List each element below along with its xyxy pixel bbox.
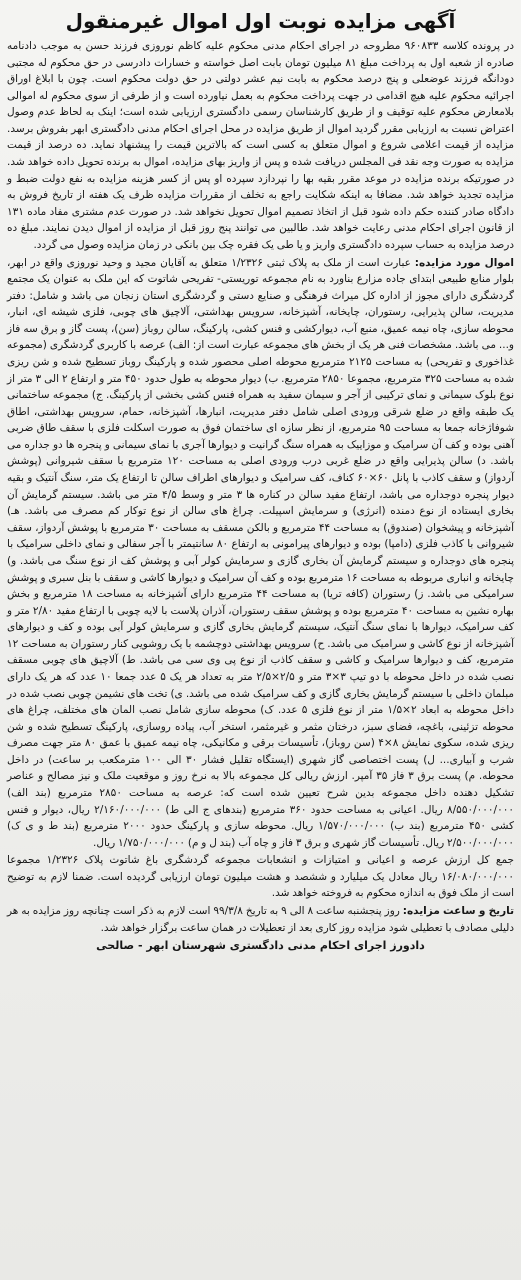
signature-line: دادورز اجرای احکام مدنی دادگستری شهرستان ابهر - صالحی bbox=[96, 939, 425, 953]
intro-paragraph: در پرونده کلاسه ۹۶۰۸۳۳ مطروحه در اجرای احکام مدنی محکوم علیه کاظم نوروزی فرزند حسن به موجب دادنامه صادره از شعبه اول به پرداخت مبلغ ۸۱ میلیون تومان بابت اصل خواسته و خسارات دادرسی در حق محکوم له مجتبی دودانگه فرزند عوضعلی و پنج درصد محکوم به بابت نیم عشر دولتی در حق دولت محکوم است. چون با ابلاغ اوراق اجرائیه محکوم علیه هیچ اقدامی در جهت پرداخت محکوم به بعمل نیاورده است و از طرفی از سوی محکوم له اموالی بلامعارض محکوم علیه توقیف و از طریق کارشناسان رسمی دادگستری ارزیابی شده است؛ اینک به لحاظ عدم وصول اعتراض نسبت به ارزیابی مقرر گردید اموال از طریق مزایده در محل اجرای احکام مدنی دادگستری ابهر بفروش برسد. مزایده از قیمت اعلامی شروع و اموال متعلق به کسی است که بالاترین قیمت را پیشنهاد نماید. ده درصد از قیمت مزایده به صورت وجه نقد فی المجلس دریافت شده و پس از واریز بهای مزایده، اموال به برنده تحویل داده خواهد شد. در صورتیکه برنده مزایده در موعد مقرر بقیه بها را نپردازد سپرده او پس از کسر هزینه مزایده به نفع دولت ضبط و مزایده تجدید خواهد شد. مضافا به اینکه شکایت راجع به تخلف از مقررات مزایده ظرف یک هفته از تاریخ فروش به دادگاه صادر کننده حکم داده شود قبل از اتخاذ تصمیم اموال تحویل نخواهد شد. در صورت عدم مشتری مفاد ماده ۱۳۱ از قانون اجرای احکام مدنی رعایت خواهد شد. طالبین می توانند پنج روز قبل از مزایده از اموال دیدن نمایند. مبلغ ده درصد مزایده به حساب سپرده دادگستری واریز و یا طی یک فقره چک بین بانکی در زمان مزایده وصول می گردد. bbox=[7, 40, 515, 251]
property-text: عبارت است از ملک به پلاک ثبتی ۱/۲۳۲۶ متعلق به آقایان مجید و وحید نوروزی واقع در ابهر، بلوار منابع طبیعی ابتدای جاده مزارع بناورد به نام مجموعه توریستی- تفریحی شاتوت که این ملک به عنوان یک مجتمع گردشگری دارای مجوز از اداره کل میراث فرهنگی و صنایع دستی و گردشگری استان زنجان می باشد و شامل: دفتر مدیریت، سالن پذیرایی، رستوران، چایخانه، آشپزخانه، سرویس بهداشتی، آلاچیق های چوبی، فلزی شیشه ای، انبار، محوطه سازی، چاه نیمه عمیق، منبع آب، دیوارکشی و فنس کشی، پارکینگ، سالن روباز (سن)، پست گاز و برق سه فاز و... می باشد. مشخصات فنی هر یک از بخش های مجموعه عبارت است از: الف) عرصه با کاربری گردشگری (مجموعه غذاخوری و تفریحی) به مساحت ۲۱۲۵ مترمربع محوطه اصلی محصور شده و پارکینگ روباز تسطیح شده و شن ریزی شده به مساحت ۳۲۵ مترمربع، مجموعا ۲۸۵۰ مترمربع. ب) دیوار محوطه به طول حدود ۴۵۰ متر و ارتفاع ۲ الی ۳ متر از نوع بلوک سیمانی و نمای ترکیبی از آجر و سیمان سفید به همراه فنس کشی بخشی از پارکینگ. ج) مجموعه ساختمانی یک طبقه واقع در ضلع شرقی ورودی اصلی شامل دفتر مدیریت، انبارها، آشپزخانه، حمام، سرویس بهداشتی، اطاق شوفاژخانه جمعا به مساحت ۹۵ مترمربع، از نظر سازه ای ساختمان فوق به صورت اسکلت فلزی با سقف طاق ضربی آهنی بوده و کف آن سرامیک و موزاییک به همراه سنگ گرانیت و دیوارها آجری با نمای سیمانی و پنجره ها دو جداره می باشد. د) سالن پذیرایی واقع در ضلع غربی درب ورودی اصلی به مساحت ۱۲۰ مترمربع با سقف شیروانی (پوشش آردواز) و سقف کاذب با پانل ۶۰×۶۰ کناف، کف سرامیک و دیوارهای اطراف سالن تا ارتفاع یک متر، سنگ آنتیک و بقیه دیوار پنجره دوجداره می باشد، ارتفاع مفید سالن در کناره ها ۳ متر و وسط ۴/۵ متر می باشد. سیستم گرمایش آن بخاری ایستاده از نوع دمنده (انرژی) و سرمایش اسپیلت. چراغ های سالن از نوع توکار کم مصرف می باشد. هـ) آشپزخانه و پیشخوان (صندوق) به مساحت ۴۴ مترمربع و بالکن مسقف به مساحت ۳۰ مترمربع با پوشش آردواز، سقف شیروانی با کاذب فلزی (دامپا) بوده و دیوارهای پیرامونی به ارتفاع ۸۰ سانتیمتر با آجر سفالی و نمای داخلی سرامیک با پنجره های دوجداره و سیستم گرمایش آن بخاری گازی و سرمایش کولر آبی و پوشش کف از نوع سنگ می باشد. و) چایخانه و انباری مربوطه به مساحت ۱۶ مترمربع بوده و کف آن سرامیک و دیوارها کاشی و سقف با بنل سبری و پوشش سرامیکی می باشد. ز) رستوران (کافه تریا) به مساحت ۴۴ مترمربع دارای آشپزخانه به مساحت ۱۸ مترمربع و بخش بهاره نشین به مساحت ۴۰ مترمربع بوده و پوشش سقف رستوران، آذران پلاست با لایه چوبی با ارتفاع مفید ۲/۸۰ متر و کف سرامیک، دیوارها با نمای سنگ آنتیک، سیستم گرمایش بخاری گازی و سرمایش کولر آبی بوده و کف و دیوارهای آشپزخانه از نوع کاشی و سرامیک می باشد. ح) سرویس بهداشتی دوچشمه با یک روشویی کنار رستوران به مساحت ۱۲ مترمربع، کف و دیوارها سرامیک و کاشی و سقف کاذب از نوع پی وی سی می باشد. ط) آلاچیق های چوبی مسقف نصب شده در داخل محوطه با دو تیپ ۳×۳ متر و ۲/۵×۲/۵ متر به تعداد هر یک ۵ عدد جمعا ۱۰ عدد که هر یک دارای مبلمان داخلی با سیستم گرمایش بخاری گازی و کف سرامیک شده می باشد. ی) تخت های نشیمن چوبی نصب شده در داخل محوطه به ابعاد ۲×۱/۵ متر از نوع فلزی ۵ عدد. ک) محوطه سازی شامل نصب المان های مختلف، چراغ های محوطه تزئینی، باغچه، فضای سبز، درختان مثمر و غیرمثمر، استخر آب، پیاده روسازی، پارکینگ تسطیح شده و شن ریزی شده، سکوی نمایش ۸×۴ (سن روباز)، تأسیسات برقی و مکانیکی، چاه نیمه عمیق با عمق ۸۰ متر جهت مصرف شرب و آبیاری... ل) پست اختصاصی گاز شهری (ایستگاه تقلیل فشار ۳۰ الی ۱۰۰ مترمکعب بر ساعت) در داخل محوطه. م) پست برق ۳ فاز ۳۵ آمپر. ارزش ریالی کل مجموعه بالا به نرخ روز و موقعیت ملک و نیز مصالح و عناصر تشکیل دهنده داخل مجموعه بدین شرح تعیین شده است که: عرصه به مساحت ۲۸۵۰ مترمربع (بند الف) ۸/۵۵۰/۰۰۰/۰۰۰ ریال. اعیانی به مساحت حدود ۳۶۰ مترمربع (بندهای ج الی ط) ۲/۱۶۰/۰۰۰/۰۰۰ ریال، دیوار و فنس کشی ۴۵۰ مترمربع (بند ب) ۱/۵۷۰/۰۰۰/۰۰۰ ریال. محوطه سازی و پارکینگ حدود ۲۰۰۰ مترمربع (بند ط و ی ک) ۲/۵۰۰/۰۰۰/۰۰۰ ریال. تأسیسات گاز شهری و برق ۳ فاز و چاه آب (بند ل و م) ۱/۷۵۰/۰۰۰/۰۰۰ ریال. bbox=[7, 256, 515, 849]
property-paragraph bbox=[7, 255, 514, 852]
datetime-label: تاریخ و ساعت مزایده: bbox=[402, 905, 515, 918]
datetime-paragraph bbox=[7, 903, 514, 936]
property-label: اموال مورد مزایده: bbox=[414, 256, 514, 269]
total-paragraph: جمع کل ارزش عرصه و اعیانی و امتیازات و انشعابات مجموعه گردشگری باغ شاتوت پلاک ۱/۲۳۲۶ مجموعا ۱۶/۰۸۰/۰۰۰/۰۰۰ ریال معادل یک میلیارد و ششصد و هشت میلیون تومان ارزیابی گردیده است. ضمنا لازم به توضیح است از ملک فوق به اندازه محکوم به فروخته خواهد شد. bbox=[7, 854, 514, 900]
notice-title: آگهی مزایده نوبت اول اموال غیرمنقول bbox=[65, 9, 456, 33]
datetime-text: روز پنجشنبه ساعت ۸ الی ۹ به تاریخ ۹۹/۳/۸ است لازم به ذکر است چنانچه روز مزایده به هر دلیلی مصادف با تعطیلی شود مزایده روز کاری بعد از تعطیلات در همان ساعت برگزار خواهد شد. bbox=[7, 905, 514, 934]
